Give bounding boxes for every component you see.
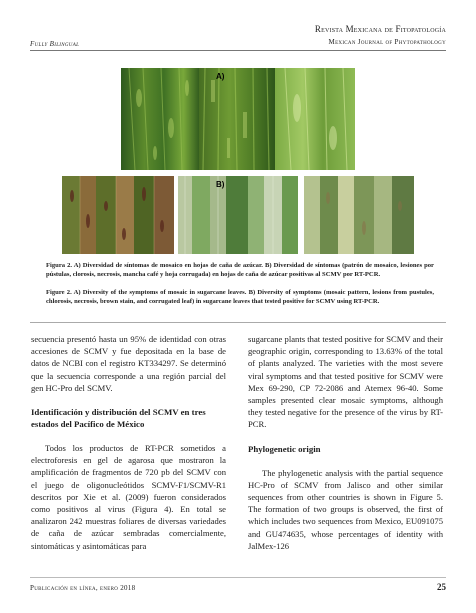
running-header-left: Fully Bilingual (30, 40, 80, 48)
left-paragraph-2: Todos los productos de RT-PCR sometidos a electroforesis en gel de agarosa que mostraron la amplificación de fragmentos de 720 pb del SCMV con el juego de oligonucleótidos SCMV-F1/SCMV-R1 descritos por Xie et al. (2009) fueron considerados como positivos al virus (Figura 4). En total se analizaron 242 muestras foliares de diversas variedades de caña de azúcar sembradas comercialmente, sintomáticas y asintomáticas para (31, 443, 226, 551)
journal-title-english: Mexican Journal of Phytopathology (328, 38, 446, 46)
left-column (31, 333, 226, 552)
caption-rule (30, 322, 446, 323)
figure-caption-english (46, 289, 434, 306)
right-column (248, 333, 443, 552)
panel-label-a: A) (216, 72, 225, 81)
photo-b3 (304, 176, 414, 254)
right-section-heading: Phylogenetic origin (248, 443, 321, 454)
page-number: 25 (437, 582, 446, 592)
photo-a3 (275, 68, 355, 170)
caption-label-english: Figure 2. (46, 289, 72, 296)
right-paragraph-2: The phylogenetic analysis with the partial sequence HC-Pro of SCMV from Jalisco and other similar sequences from other countries is shown in Figure 5. The formation of two groups is observed, the first of which includes two sequences from Mexico, EU091075 and GU474635, whose percentages of identity with JalMex-126 (248, 467, 443, 551)
left-paragraph-1: secuencia presentó hasta un 95% de identidad con otras accesiones de SCMV y fue depositada en la base de datos de NCBI con el registro KT334297. Se determinó que la secuencia corresponde a una región parcial del gen HC-Pro del SCMV. (31, 334, 226, 393)
photo-a1 (121, 68, 199, 170)
header-rule (30, 50, 446, 51)
figure-caption-spanish (46, 262, 434, 279)
caption-text-spanish: A) Diversidad de síntomas de mosaico en hojas de caña de azúcar. B) Diversidad de síntomas (patrón de mosaico, lesiones por pústulas, clorosis, necrosis, mancha café y hoja corrugada) en hojas de caña de azúcar positivas al SCMV por RT-PCR. (46, 262, 434, 278)
footer-rule (30, 577, 446, 578)
caption-label-spanish: Figura 2. (46, 262, 73, 269)
photo-a2 (199, 68, 275, 170)
right-paragraph-1: sugarcane plants that tested positive for SCMV and their geographic origin, corresponding to 13.63% of the total of plants analyzed. The varieties with the most severe viral symptoms and that tested positive for SCMV were Mex 69-290, CP 72-2086 and Atemex 96-40. Some samples presented clear mosaic symptoms, although they tested negative for the presence of the virus by RT-PCR. (248, 334, 443, 430)
left-section-heading: Identificación y distribución del SCMV en tres estados del Pacífico de México (31, 407, 206, 430)
photo-b1 (62, 176, 174, 254)
photo-b2 (178, 176, 298, 254)
panel-label-b: B) (216, 180, 225, 189)
journal-title-spanish: Revista Mexicana de Fitopatología (314, 24, 446, 34)
footer-publication-date: Publicación en línea, enero 2018 (30, 584, 136, 592)
caption-text-english: A) Diversity of the symptoms of mosaic in sugarcane leaves. B) Diversity of symptoms (mosaic pattern, lesions from pustules, chlorosis, necrosis, brown stain, and corrugated leaf) in sugarcane leaves that tested positive for SCMV using RT-PCR. (46, 289, 434, 305)
